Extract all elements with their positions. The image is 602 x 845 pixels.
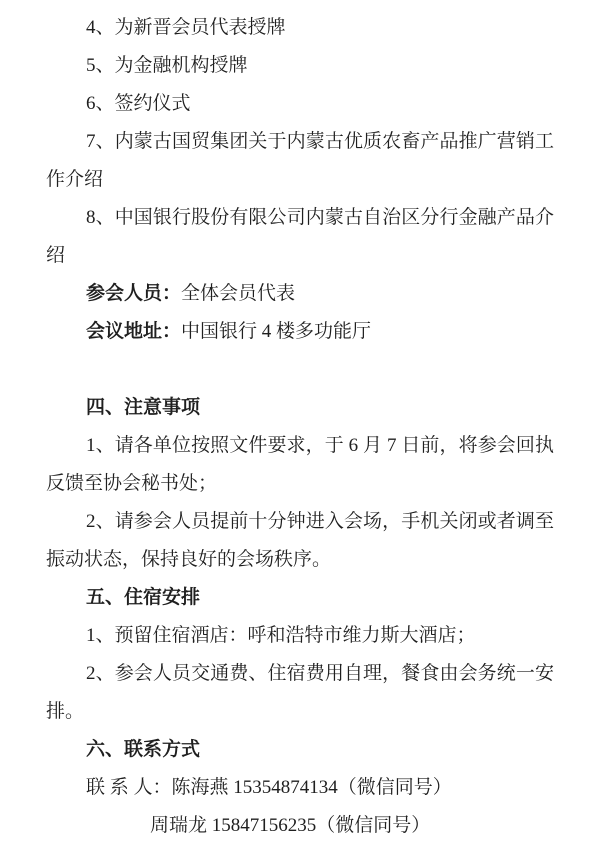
notes-paragraph-2: 2、请参会人员提前十分钟进入会场，手机关闭或者调至振动状态，保持良好的会场秩序。	[46, 511, 554, 570]
participants-label: 参会人员：	[86, 283, 182, 304]
contact-phone: 15847156235	[211, 815, 317, 836]
venue-label: 会议地址：	[86, 321, 182, 342]
notes-paragraph-1: 1、请各单位按照文件要求，于 6 月 7 日前，将参会回执反馈至协会秘书处；	[46, 435, 554, 494]
contact-name: 陈海燕	[171, 777, 229, 798]
participants-value: 全体会员代表	[181, 283, 296, 304]
agenda-item-8: 8、中国银行股份有限公司内蒙古自治区分行金融产品介绍	[46, 207, 554, 266]
contact-phone: 15354874134	[233, 777, 338, 798]
agenda-item-4: 4、为新晋会员代表授牌	[86, 17, 286, 38]
venue-line	[46, 313, 554, 351]
agenda-item-7: 7、内蒙古国贸集团关于内蒙古优质农畜产品推广营销工作介绍	[46, 131, 554, 190]
contact-line-2	[46, 807, 554, 845]
participants-line	[46, 275, 554, 313]
section-heading-contact: 六、联系方式	[86, 739, 201, 760]
accommodation-paragraph-1: 1、预留住宿酒店：呼和浩特市维力斯大酒店；	[86, 625, 476, 646]
venue-value: 中国银行 4 楼多功能厅	[181, 321, 372, 342]
section-heading-notes: 四、注意事项	[86, 397, 201, 418]
agenda-item-6: 6、签约仪式	[86, 93, 191, 114]
contact-note: （微信同号）	[316, 815, 431, 836]
section-heading-accommodation: 五、住宿安排	[86, 587, 201, 608]
contact-name: 周瑞龙	[150, 815, 208, 836]
contact-note: （微信同号）	[337, 777, 452, 798]
contact-label: 联 系 人：	[86, 777, 172, 798]
accommodation-paragraph-2: 2、参会人员交通费、住宿费用自理，餐食由会务统一安排。	[46, 663, 554, 722]
contact-line-1	[46, 769, 554, 807]
agenda-item-5: 5、为金融机构授牌	[86, 55, 248, 76]
